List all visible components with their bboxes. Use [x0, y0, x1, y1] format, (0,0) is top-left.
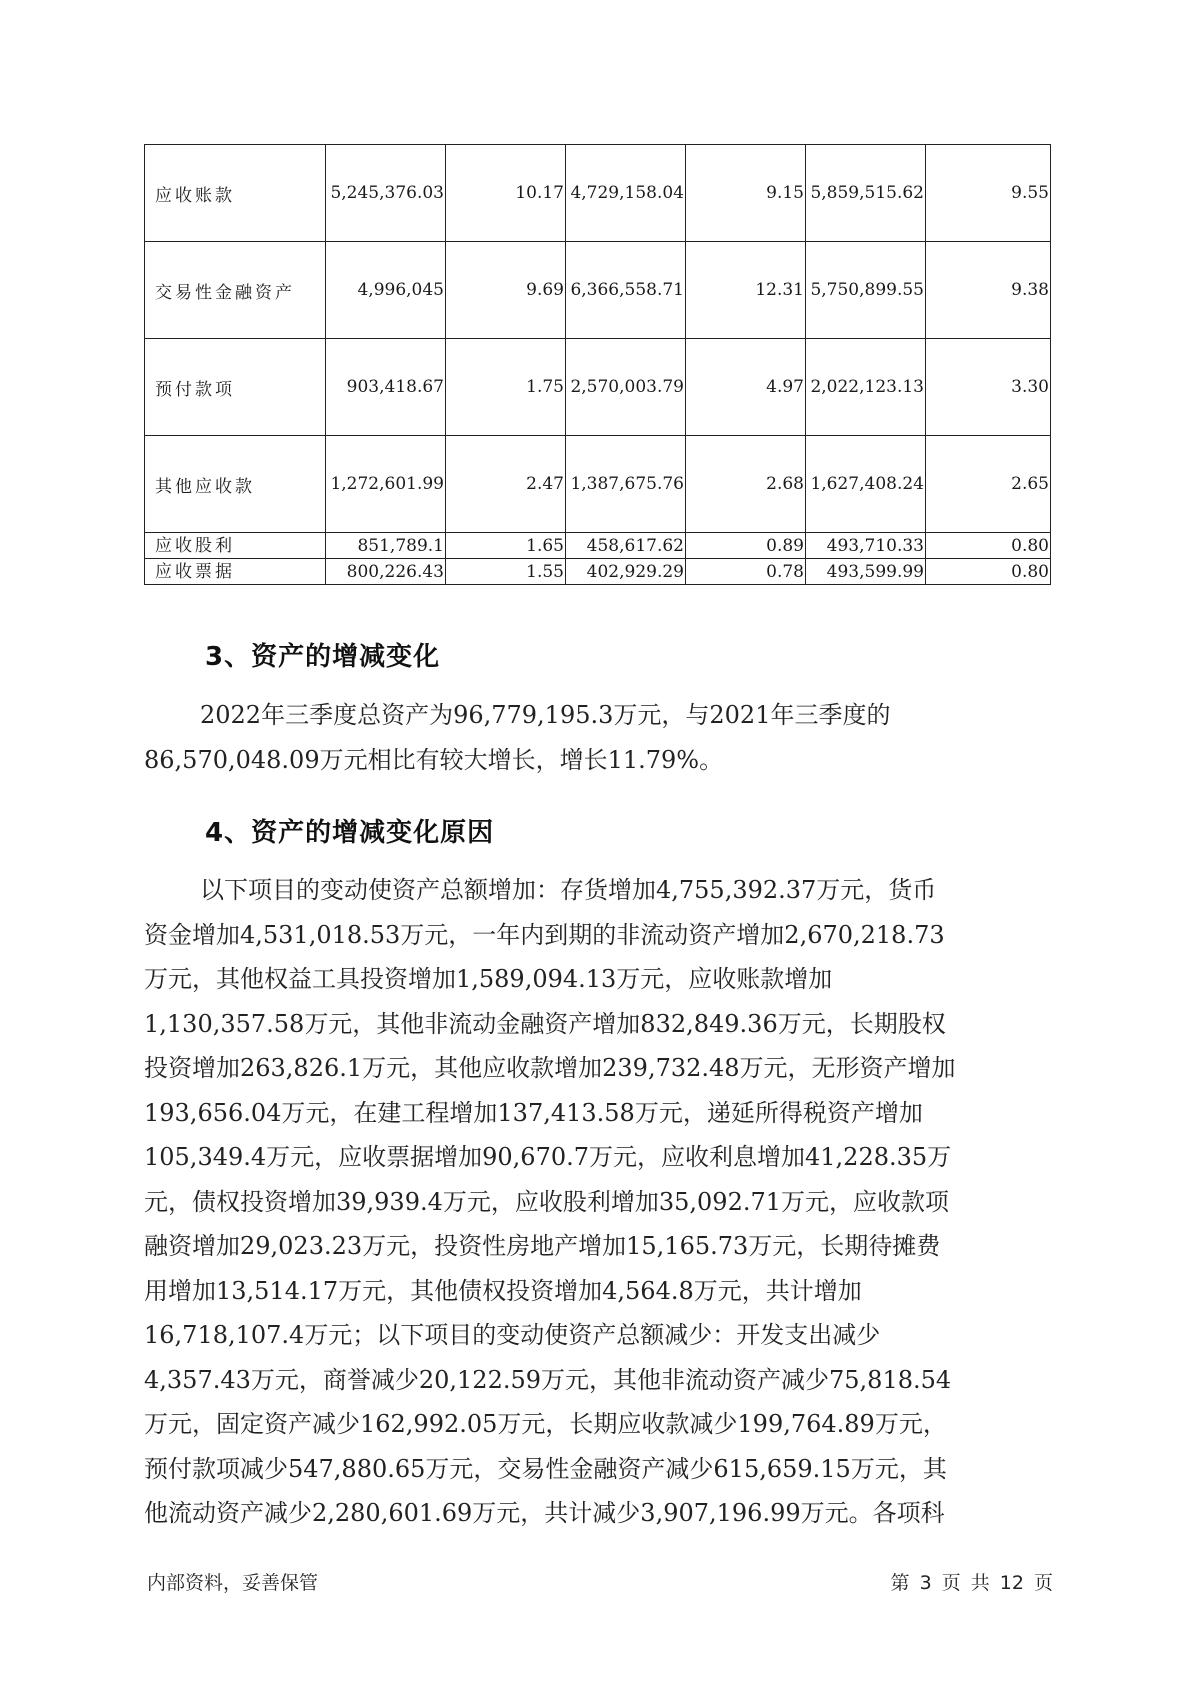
percent-cell: 9.69 — [446, 242, 566, 339]
section-4-heading: 4、资产的增减变化原因 — [205, 818, 495, 848]
paragraph-line: 4,357.43万元，商誉减少20,122.59万元，其他非流动资产减少75,818.54 — [144, 1365, 952, 1394]
value-cell: 2,570,003.79 — [566, 339, 686, 436]
value-cell: 458,617.62 — [566, 533, 686, 559]
percent-cell: 9.55 — [926, 145, 1051, 242]
row-label: 应收股利 — [145, 533, 326, 559]
value-cell: 493,710.33 — [806, 533, 926, 559]
value-cell: 5,859,515.62 — [806, 145, 926, 242]
value-cell: 5,750,899.55 — [806, 242, 926, 339]
table-row — [145, 436, 1051, 533]
value-cell: 402,929.29 — [566, 559, 686, 585]
paragraph-line: 投资增加263,826.1万元，其他应收款增加239,732.48万元，无形资产增加 — [144, 1054, 956, 1082]
percent-cell: 1.75 — [446, 339, 566, 436]
row-label: 交易性金融资产 — [145, 242, 326, 339]
value-cell: 4,729,158.04 — [566, 145, 686, 242]
section-3-paragraph — [144, 693, 1054, 782]
table-row — [145, 533, 1051, 559]
value-cell: 903,418.67 — [326, 339, 446, 436]
value-cell: 6,366,558.71 — [566, 242, 686, 339]
percent-cell: 0.89 — [686, 533, 806, 559]
paragraph-line: 他流动资产减少2,280,601.69万元，共计减少3,907,196.99万元。各项科 — [144, 1499, 945, 1527]
row-label: 应收票据 — [145, 559, 326, 585]
paragraph-line: 以下项目的变动使资产总额增加：存货增加4,755,392.37万元，货币 — [200, 876, 937, 904]
value-cell: 1,272,601.99 — [326, 436, 446, 533]
value-cell: 5,245,376.03 — [326, 145, 446, 242]
paragraph-line: 193,656.04万元，在建工程增加137,413.58万元，递延所得税资产增加 — [144, 1098, 923, 1127]
percent-cell: 0.80 — [926, 559, 1051, 585]
row-label: 预付款项 — [145, 339, 326, 436]
footer-page-number: 第 3 页 共 12 页 — [890, 1572, 1053, 1594]
table-row — [145, 559, 1051, 585]
table-row — [145, 339, 1051, 436]
paragraph-line: 2022年三季度总资产为96,779,195.3万元，与2021年三季度的 — [200, 701, 891, 729]
paragraph-line: 86,570,048.09万元相比有较大增长，增长11.79%。 — [144, 745, 724, 774]
value-cell: 2,022,123.13 — [806, 339, 926, 436]
percent-cell: 1.65 — [446, 533, 566, 559]
paragraph-line: 资金增加4,531,018.53万元，一年内到期的非流动资产增加2,670,218.73 — [144, 920, 945, 949]
percent-cell: 2.65 — [926, 436, 1051, 533]
paragraph-line: 融资增加29,023.23万元，投资性房地产增加15,165.73万元，长期待摊费 — [144, 1232, 941, 1260]
paragraph-line: 1,130,357.58万元，其他非流动金融资产增加832,849.36万元，长期股权 — [144, 1009, 946, 1038]
footer-confidential-note: 内部资料，妥善保管 — [147, 1572, 319, 1594]
percent-cell: 0.78 — [686, 559, 806, 585]
table-row — [145, 242, 1051, 339]
percent-cell: 4.97 — [686, 339, 806, 436]
percent-cell: 3.30 — [926, 339, 1051, 436]
percent-cell: 9.38 — [926, 242, 1051, 339]
paragraph-line: 元，债权投资增加39,939.4万元，应收股利增加35,092.71万元，应收款项 — [144, 1187, 950, 1216]
percent-cell: 10.17 — [446, 145, 566, 242]
paragraph-line: 16,718,107.4万元；以下项目的变动使资产总额减少：开发支出减少 — [144, 1321, 881, 1349]
row-label: 其他应收款 — [145, 436, 326, 533]
percent-cell: 12.31 — [686, 242, 806, 339]
percent-cell: 0.80 — [926, 533, 1051, 559]
paragraph-line: 105,349.4万元，应收票据增加90,670.7万元，应收利息增加41,228.35万 — [144, 1143, 952, 1171]
table-row — [145, 145, 1051, 242]
paragraph-line: 万元，其他权益工具投资增加1,589,094.13万元，应收账款增加 — [144, 965, 833, 993]
assets-table — [144, 144, 1051, 585]
percent-cell: 2.47 — [446, 436, 566, 533]
value-cell: 4,996,045 — [326, 242, 446, 339]
section-3-heading: 3、资产的增减变化 — [205, 642, 441, 672]
percent-cell: 1.55 — [446, 559, 566, 585]
section-4-paragraph — [144, 868, 1054, 1536]
paragraph-line: 用增加13,514.17万元，其他债权投资增加4,564.8万元，共计增加 — [144, 1276, 862, 1305]
percent-cell: 2.68 — [686, 436, 806, 533]
percent-cell: 9.15 — [686, 145, 806, 242]
paragraph-line: 万元，固定资产减少162,992.05万元，长期应收款减少199,764.89万元， — [144, 1410, 947, 1438]
value-cell: 851,789.1 — [326, 533, 446, 559]
value-cell: 800,226.43 — [326, 559, 446, 585]
value-cell: 1,387,675.76 — [566, 436, 686, 533]
value-cell: 1,627,408.24 — [806, 436, 926, 533]
row-label: 应收账款 — [145, 145, 326, 242]
paragraph-line: 预付款项减少547,880.65万元，交易性金融资产减少615,659.15万元，其 — [144, 1454, 947, 1483]
value-cell: 493,599.99 — [806, 559, 926, 585]
